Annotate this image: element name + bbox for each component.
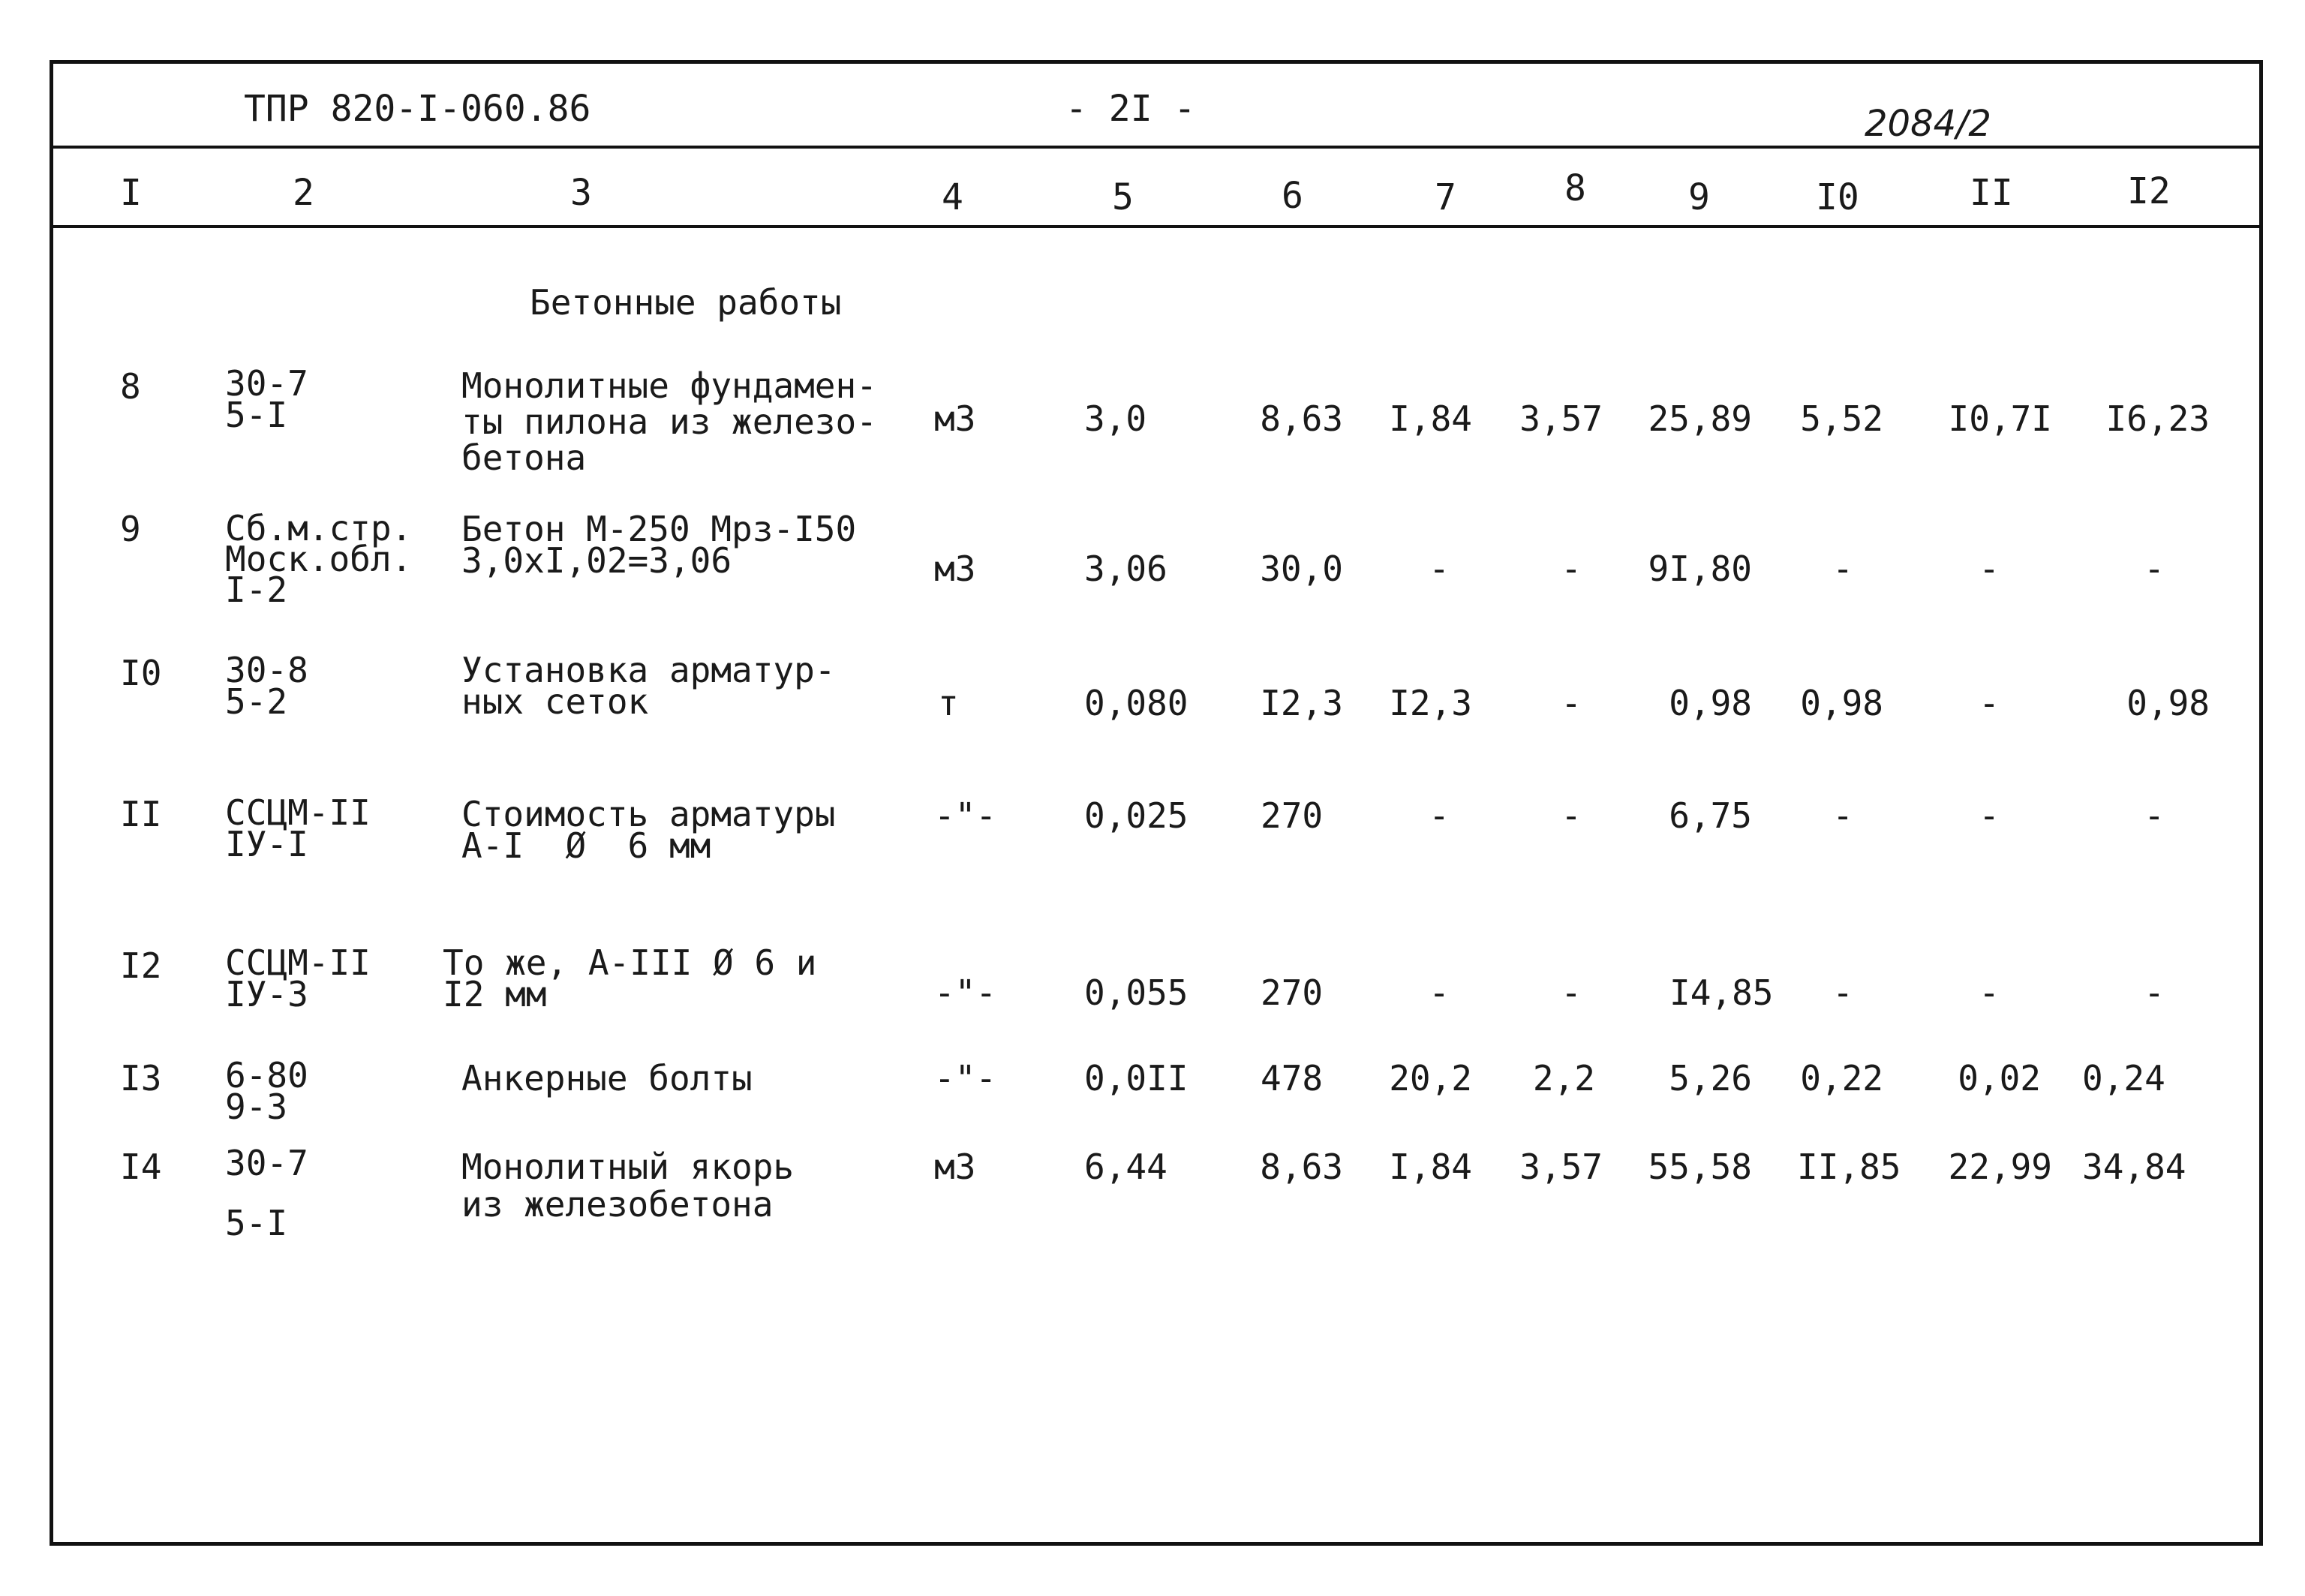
header-divider: [50, 146, 2263, 149]
row-8-col12: I6,23: [2105, 398, 2210, 439]
row-11-col12: -: [2144, 795, 2165, 836]
row-11-col9: 6,75: [1669, 795, 1752, 836]
row-14-code: 30-7 5-I: [225, 1143, 308, 1243]
row-8-num: 8: [120, 366, 141, 407]
row-10-price: I2,3: [1260, 683, 1343, 723]
row-10-code: 30-8 5-2: [225, 650, 308, 722]
col-header-3: 3: [570, 172, 592, 214]
row-12-unit: -"-: [934, 972, 997, 1013]
row-8-col7: I,84: [1389, 398, 1472, 439]
row-8-qty: 3,0: [1084, 398, 1147, 439]
row-12-qty: 0,055: [1084, 972, 1189, 1013]
row-9-price: 30,0: [1260, 549, 1343, 589]
section-title: Бетонные работы: [530, 282, 842, 323]
row-10-col10: 0,98: [1800, 683, 1883, 723]
row-10-col9: 0,98: [1669, 683, 1752, 723]
column-header-divider: [50, 225, 2263, 228]
row-11-price: 270: [1261, 795, 1324, 836]
row-14-col8: 3,57: [1519, 1147, 1603, 1187]
row-12-col8: -: [1561, 972, 1582, 1013]
row-11-qty: 0,025: [1084, 795, 1189, 836]
row-12-num: I2: [120, 945, 162, 986]
row-13-code: 6-80 9-3: [225, 1055, 308, 1127]
row-13-unit: -"-: [934, 1058, 997, 1099]
row-10-unit: т: [938, 683, 959, 723]
row-12-name: То же, А-III Ø 6 и I2 мм: [443, 942, 817, 1014]
col-header-8: 8: [1564, 167, 1586, 209]
row-10-num: I0: [120, 653, 162, 693]
col-header-6: 6: [1282, 175, 1303, 217]
page-number: - 2I -: [1065, 88, 1196, 130]
row-11-col10: -: [1832, 795, 1853, 836]
row-8-name: Монолитные фундамен- ты пилона из железо- бетона: [461, 365, 877, 478]
row-9-unit: м3: [934, 549, 976, 589]
row-9-name: Бетон М-250 Мрз-I50 3,0хI,02=3,06: [461, 509, 857, 581]
col-header-5: 5: [1112, 176, 1134, 218]
row-10-col8: -: [1561, 683, 1582, 723]
row-13-col11: 0,02: [1958, 1058, 2041, 1099]
col-header-1: I: [120, 172, 142, 214]
row-9-col11: -: [1979, 549, 2000, 589]
row-14-col7: I,84: [1389, 1147, 1472, 1187]
row-10-qty: 0,080: [1084, 683, 1189, 723]
row-13-col7: 20,2: [1389, 1058, 1472, 1099]
row-8-col9: 25,89: [1648, 398, 1752, 439]
row-12-col9: I4,85: [1669, 972, 1774, 1013]
row-12-col7: -: [1429, 972, 1450, 1013]
row-10-name: Установка арматур- ных сеток: [461, 650, 836, 722]
sheet-number: 2084/2: [1865, 103, 1991, 145]
row-14-num: I4: [120, 1147, 162, 1187]
row-9-col9: 9I,80: [1648, 549, 1752, 589]
row-14-col10: II,85: [1797, 1147, 1901, 1187]
row-13-name: Анкерные болты: [461, 1058, 753, 1099]
col-header-9: 9: [1688, 176, 1710, 218]
row-8-col10: 5,52: [1800, 398, 1883, 439]
row-8-code: 30-7 5-I: [225, 363, 308, 435]
row-12-price: 270: [1261, 972, 1324, 1013]
col-header-10: I0: [1816, 176, 1859, 218]
row-11-name: Стоимость арматуры А-I Ø 6 мм: [461, 794, 836, 866]
row-14-col11: 22,99: [1948, 1147, 2052, 1187]
row-12-col10: -: [1832, 972, 1853, 1013]
row-14-unit: м3: [934, 1147, 976, 1187]
row-10-col12: 0,98: [2126, 683, 2210, 723]
row-9-col7: -: [1429, 549, 1450, 589]
row-9-code: Сб.м.стр. Моск.обл. I-2: [225, 508, 413, 610]
row-9-col8: -: [1561, 549, 1582, 589]
row-11-col11: -: [1979, 795, 2000, 836]
row-13-col9: 5,26: [1669, 1058, 1752, 1099]
row-8-unit: м3: [934, 398, 976, 439]
row-9-col10: -: [1832, 549, 1853, 589]
col-header-4: 4: [942, 176, 963, 218]
row-14-price: 8,63: [1260, 1147, 1343, 1187]
row-9-col12: -: [2144, 549, 2165, 589]
row-11-col7: -: [1429, 795, 1450, 836]
row-12-code: ССЦМ-II IУ-3: [225, 942, 371, 1014]
col-header-7: 7: [1435, 176, 1456, 218]
row-14-col12: 34,84: [2082, 1147, 2186, 1187]
row-10-col7: I2,3: [1389, 683, 1472, 723]
row-12-col12: -: [2144, 972, 2165, 1013]
row-8-col8: 3,57: [1519, 398, 1603, 439]
row-14-col9: 55,58: [1648, 1147, 1752, 1187]
row-12-col11: -: [1979, 972, 2000, 1013]
row-11-num: II: [120, 794, 162, 834]
row-9-num: 9: [120, 509, 141, 549]
document-code: ТПР 820-I-060.86: [244, 88, 591, 130]
row-10-col11: -: [1979, 683, 2000, 723]
row-8-col11: I0,7I: [1948, 398, 2052, 439]
row-11-code: ССЦМ-II IУ-I: [225, 792, 371, 864]
row-8-price: 8,63: [1260, 398, 1343, 439]
row-11-col8: -: [1561, 795, 1582, 836]
row-14-qty: 6,44: [1084, 1147, 1168, 1187]
row-14-name: Монолитный якорь из железобетона: [461, 1147, 795, 1225]
row-13-num: I3: [120, 1058, 162, 1099]
row-13-col10: 0,22: [1800, 1058, 1883, 1099]
row-13-col8: 2,2: [1532, 1058, 1595, 1099]
row-13-col12: 0,24: [2082, 1058, 2165, 1099]
col-header-2: 2: [293, 172, 314, 214]
row-9-qty: 3,06: [1084, 549, 1168, 589]
col-header-12: I2: [2127, 170, 2171, 212]
row-13-qty: 0,0II: [1084, 1058, 1189, 1099]
row-13-price: 478: [1261, 1058, 1324, 1099]
row-11-unit: -"-: [934, 795, 997, 836]
col-header-11: II: [1970, 172, 2013, 214]
